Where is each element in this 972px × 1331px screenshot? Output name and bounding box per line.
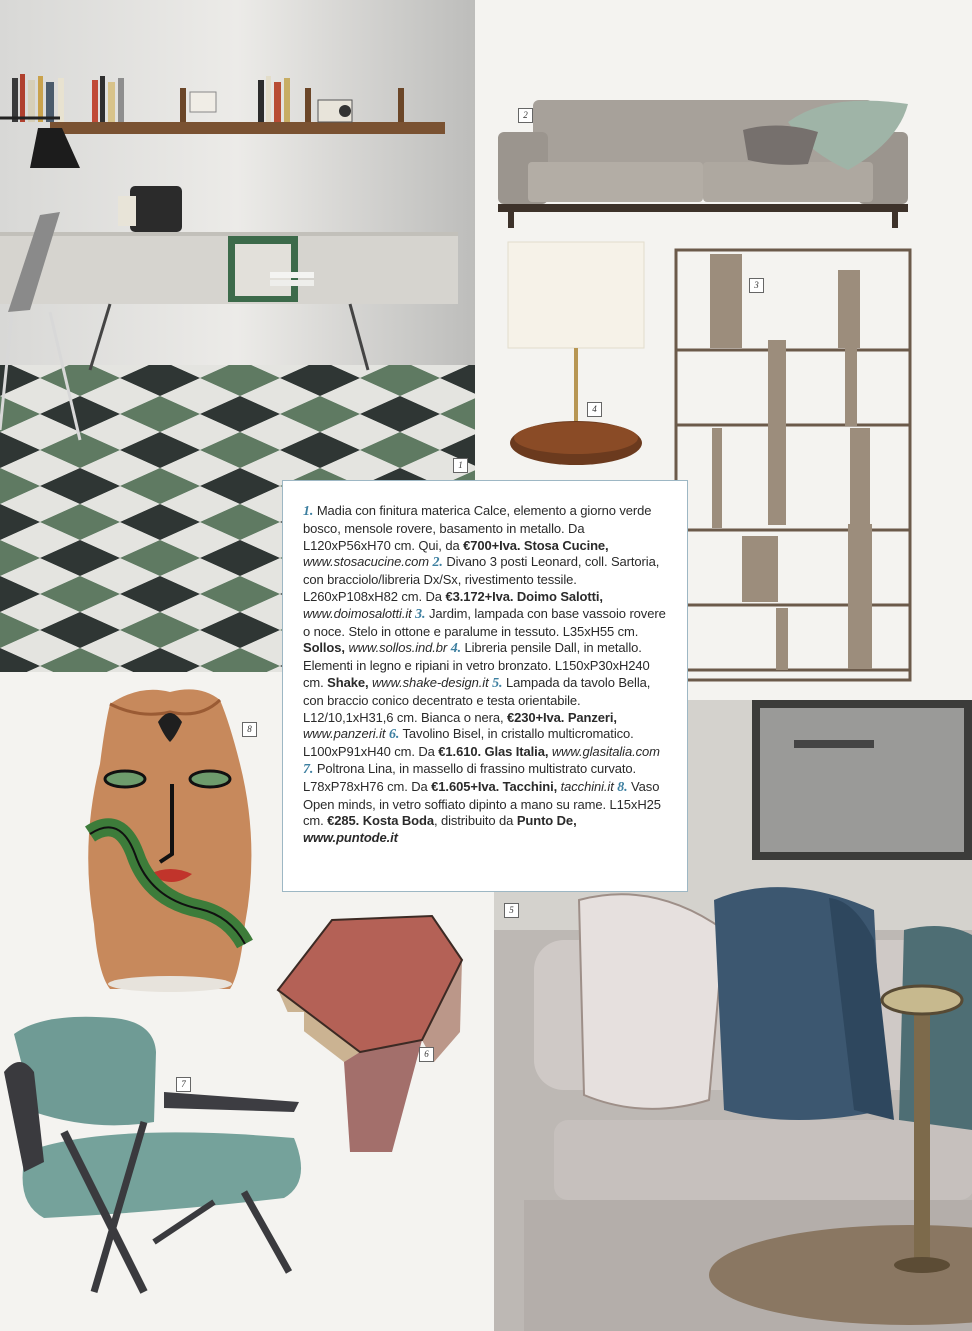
- caption-text: Divano 3 posti Leonard, coll. Sartoria, con bracciolo/libreria Dx/Sx, rivestimento tessile. L260xP108xH82 cm. Da: [303, 554, 660, 604]
- caption-text: Lampada da tavolo Bella, con braccio conico decentrato e testa orientabile. L12/10,1xH31,6 cm. Bianca o nera,: [303, 674, 651, 725]
- caption-brand: Tacchini,: [502, 778, 558, 794]
- photo-number-6: 6: [419, 1047, 434, 1062]
- photo-number-8: 8: [242, 722, 257, 737]
- caption-number: 4.: [450, 641, 461, 657]
- caption-url[interactable]: www.puntode.it: [303, 830, 398, 846]
- caption-url[interactable]: www.doimosalotti.it: [303, 605, 412, 621]
- product-captions-box: [282, 480, 688, 892]
- photo-number-3: 3: [749, 278, 764, 293]
- photo-number-7: 7: [176, 1077, 191, 1092]
- caption-url[interactable]: www.glasitalia.com: [551, 744, 660, 760]
- caption-number: 5.: [492, 675, 503, 691]
- photo-armchair-lina: [4, 1012, 304, 1302]
- caption-7: [303, 761, 636, 794]
- caption-brand: Stosa Cucine,: [523, 537, 609, 553]
- caption-brand: Panzeri,: [567, 709, 617, 725]
- caption-number: 6.: [388, 727, 400, 743]
- photo-number-5: 5: [504, 903, 519, 918]
- caption-url[interactable]: www.stosacucine.com: [303, 554, 429, 570]
- photo-vase-open-minds: [80, 684, 260, 996]
- caption-price: €285.: [327, 813, 360, 829]
- caption-text: Jardim, lampada con base vassoio rovere o noce. Stelo in ottone e paralume in tessuto. L35xH55 cm.: [303, 605, 666, 639]
- caption-price: €1.610.: [438, 744, 481, 760]
- caption-text: Vaso Open minds, in vetro soffiato dipinto a mano su rame. L15xH25 cm.: [303, 778, 661, 829]
- caption-number: 2.: [432, 555, 443, 571]
- caption-price: €3.172+Iva.: [445, 588, 514, 604]
- caption-brand: Glas Italia,: [484, 744, 549, 760]
- caption-brand: Shake,: [327, 674, 369, 690]
- caption-brand: Kosta Boda: [362, 813, 434, 829]
- caption-brand: Sollos,: [303, 640, 345, 656]
- photo-number-1: 1: [453, 458, 468, 473]
- product-captions: [303, 503, 667, 847]
- caption-number: 7.: [303, 761, 314, 777]
- caption-text: Tavolino Bisel, in cristallo multicromatico. L100xP91xH40 cm. Da: [303, 726, 634, 760]
- caption-url[interactable]: www.sollos.ind.br: [348, 640, 448, 656]
- caption-number: 8.: [617, 779, 628, 795]
- caption-price: €1.605+Iva.: [431, 778, 500, 794]
- photo-lamp-jardim: [502, 238, 650, 470]
- caption-price: €230+Iva.: [507, 709, 565, 725]
- caption-text: Libreria pensile Dall, in metallo. Elementi in legno e ripiani in vetro bronzato. L150xP30xH240 cm.: [303, 640, 650, 690]
- caption-price: €700+Iva.: [463, 537, 521, 553]
- caption-distributor: Punto De,: [516, 813, 577, 829]
- caption-number: 3.: [415, 606, 426, 622]
- caption-text: Madia con finitura materica Calce, elemento a giorno verde bosco, mensole rovere, basamento in metallo. Da L120xP56xH70 cm. Qui, da: [303, 503, 652, 553]
- caption-text: Poltrona Lina, in massello di frassino multistrato curvato. L78xP78xH76 cm. Da: [303, 760, 637, 794]
- photo-number-2: 2: [518, 108, 533, 123]
- caption-url[interactable]: www.panzeri.it: [303, 726, 386, 742]
- photo-sofa-leonard: [488, 92, 918, 242]
- photo-number-4: 4: [587, 402, 602, 417]
- caption-brand: Doimo Salotti,: [516, 588, 603, 604]
- caption-number: 1.: [303, 504, 314, 519]
- photo-bookcase-dall: [670, 240, 915, 690]
- caption-url[interactable]: tacchini.it: [560, 778, 614, 794]
- caption-url[interactable]: www.shake-design.it: [372, 674, 489, 690]
- caption-extra: , distribuito da: [433, 813, 517, 829]
